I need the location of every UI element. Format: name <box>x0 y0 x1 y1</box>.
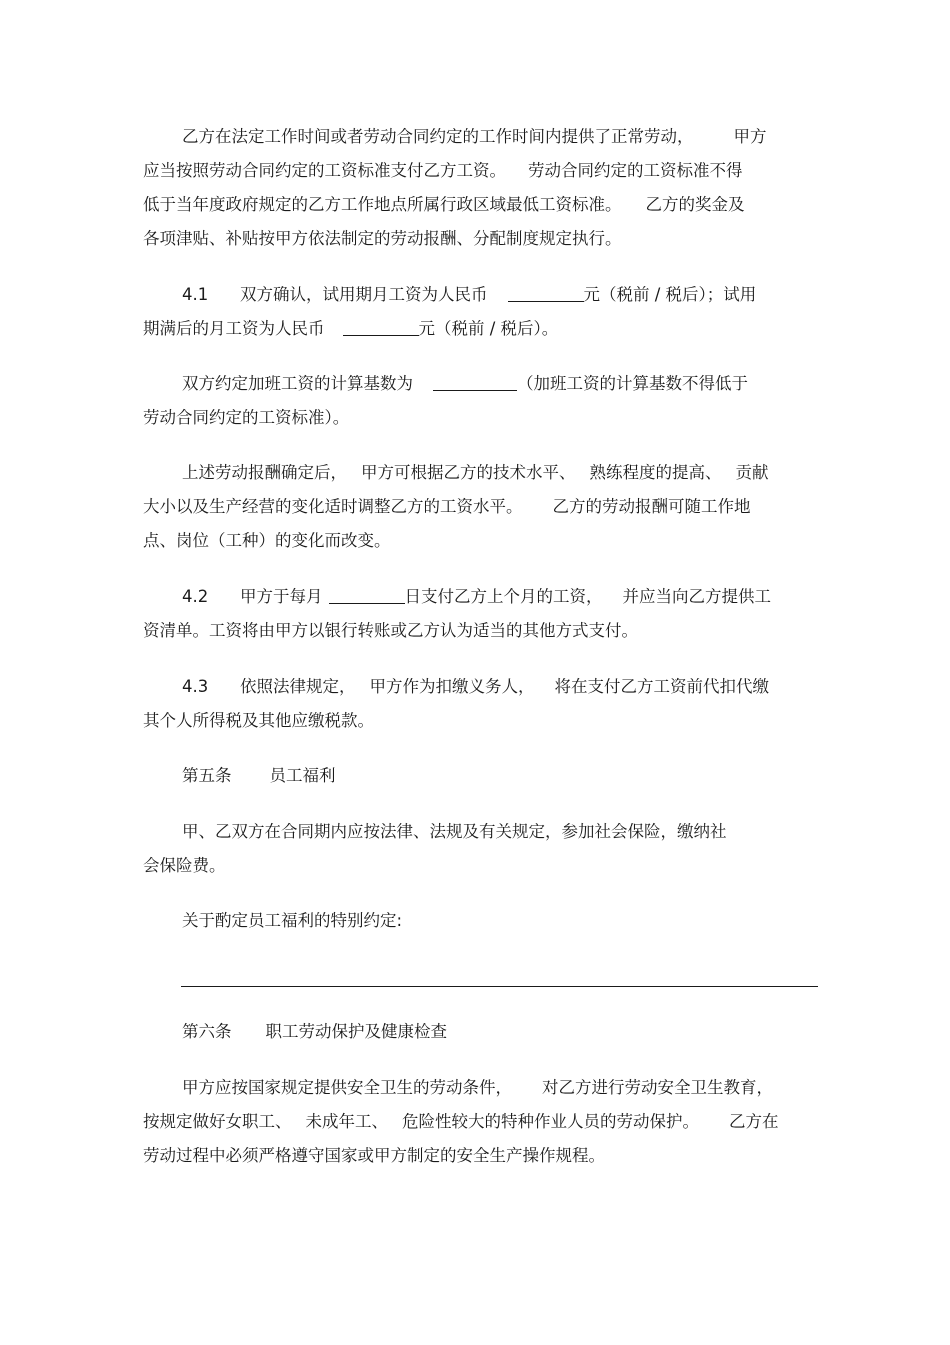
pay-day-blank[interactable] <box>329 585 405 604</box>
special-agreement-fill-line[interactable] <box>181 986 818 987</box>
monthly-wage-trial-blank[interactable] <box>508 283 584 302</box>
clause-number: 4.3 <box>182 677 209 696</box>
text: 其个人所得税及其他应缴税款。 <box>143 711 374 730</box>
text: 关于酌定员工福利的特别约定: <box>182 911 403 930</box>
text: 双方确认，试用期月工资为人民币 <box>240 285 488 304</box>
article-6-heading <box>143 1015 823 1049</box>
text: 依照法律规定， <box>240 677 356 696</box>
text: 应当按照劳动合同约定的工资标准支付乙方工资。 <box>143 161 506 180</box>
text: 甲方可根据乙方的技术水平、 <box>361 463 576 482</box>
clause-4-3 <box>143 670 823 738</box>
text: 乙方的奖金及 <box>645 195 745 214</box>
clause-number: 4.2 <box>182 587 209 606</box>
clause-number: 4.1 <box>182 285 209 304</box>
article-title: 员工福利 <box>269 766 336 785</box>
text: 并应当向乙方提供工 <box>622 587 771 606</box>
text: 危险性较大的特种作业人员的劳动保护。 <box>402 1112 699 1131</box>
text: 甲方于每月 <box>240 587 323 606</box>
clause-4-2 <box>143 580 823 648</box>
text: 乙方在法定工作时间或者劳动合同约定的工作时间内提供了正常劳动， <box>182 127 694 146</box>
text: 未成年工、 <box>305 1112 388 1131</box>
text: 按规定做好女职工、 <box>143 1112 292 1131</box>
text: 元（税前 / 税后）；试用 <box>583 285 757 304</box>
text: 将在支付乙方工资前代扣代缴 <box>554 677 769 696</box>
text: 劳动合同约定的工资标准）。 <box>143 408 350 427</box>
text: 低于当年度政府规定的乙方工作地点所属行政区域最低工资标准。 <box>143 195 622 214</box>
text: （加班工资的计算基数不得低于 <box>517 374 748 393</box>
text: 大小以及生产经营的变化适时调整乙方的工资水平。 <box>143 497 523 516</box>
text: 乙方在 <box>729 1112 779 1131</box>
article-5-heading <box>143 759 823 793</box>
text: 甲方应按国家规定提供安全卫生的劳动条件， <box>182 1078 512 1097</box>
overtime-paragraph <box>143 367 823 435</box>
text: 元（税前 / 税后）。 <box>418 319 559 338</box>
text: 甲方作为扣缴义务人， <box>369 677 535 696</box>
text: 乙方的劳动报酬可随工作地 <box>552 497 751 516</box>
article-label: 第六条 <box>182 1022 232 1041</box>
text: 甲、乙双方在合同期内应按法律、法规及有关规定，参加社会保险，缴纳社 <box>182 822 727 841</box>
text: 会保险费。 <box>143 856 226 875</box>
monthly-wage-blank[interactable] <box>343 317 419 336</box>
text: 熟练程度的提高、 <box>589 463 722 482</box>
text: 资清单。工资将由甲方以银行转账或乙方认为适当的其他方式支付。 <box>143 621 638 640</box>
text: 期满后的月工资为人民币 <box>143 319 325 338</box>
text: 各项津贴、补贴按甲方依法制定的劳动报酬、分配制度规定执行。 <box>143 229 622 248</box>
text: 贡献 <box>735 463 769 482</box>
text: 双方约定加班工资的计算基数为 <box>182 374 413 393</box>
text: 点、岗位（工种）的变化而改变。 <box>143 531 391 550</box>
special-agreement-label <box>143 904 823 938</box>
article-title: 职工劳动保护及健康检查 <box>265 1022 447 1041</box>
text: 日支付乙方上个月的工资， <box>404 587 603 606</box>
clause-4-1 <box>143 278 823 346</box>
wage-adjustment-paragraph <box>143 456 823 558</box>
social-insurance-paragraph <box>143 815 823 883</box>
wage-payment-paragraph <box>143 120 823 256</box>
text: 上述劳动报酬确定后， <box>182 463 347 482</box>
text: 对乙方进行劳动安全卫生教育， <box>542 1078 773 1097</box>
overtime-base-blank[interactable] <box>433 372 517 391</box>
labor-protection-paragraph <box>143 1071 823 1173</box>
text: 甲方 <box>733 127 767 146</box>
text: 劳动过程中必须严格遵守国家或甲方制定的安全生产操作规程。 <box>143 1146 605 1165</box>
text: 劳动合同约定的工资标准不得 <box>528 161 743 180</box>
article-label: 第五条 <box>182 766 232 785</box>
